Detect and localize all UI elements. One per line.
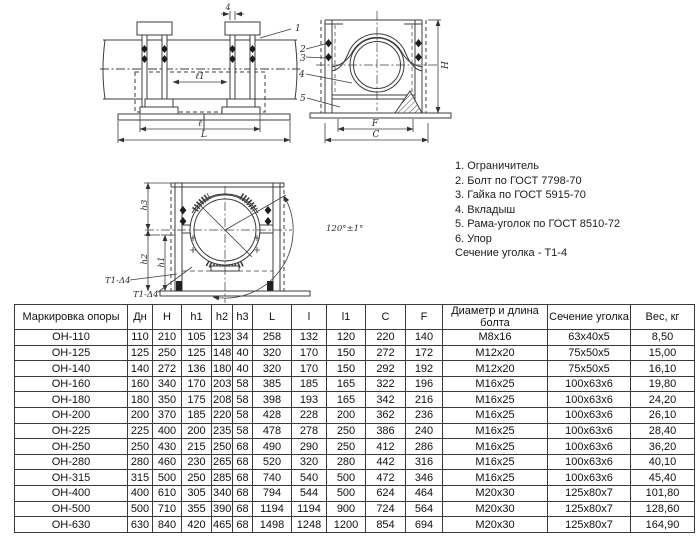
table-cell: ОН-125 <box>15 345 128 361</box>
table-cell: 68 <box>233 501 253 517</box>
table-cell: 100х63х6 <box>548 423 631 439</box>
table-cell: 280 <box>327 454 366 470</box>
table-cell: 460 <box>153 454 182 470</box>
table-cell: 740 <box>253 470 292 486</box>
table-cell: 624 <box>366 486 406 502</box>
table-cell: ОН-250 <box>15 439 128 455</box>
table-row <box>15 501 695 517</box>
table-cell: 193 <box>292 392 327 408</box>
table-cell: 315 <box>128 470 153 486</box>
table-cell: 258 <box>253 330 292 346</box>
table-cell: 36,20 <box>631 439 695 455</box>
table-cell: 316 <box>406 454 443 470</box>
table-cell: 412 <box>366 439 406 455</box>
table-cell: ОН-630 <box>15 517 128 533</box>
table-cell: 150 <box>327 345 366 361</box>
table-cell: 340 <box>153 376 182 392</box>
table-header-cell: Диаметр и длина болта <box>443 305 548 330</box>
callout-2-leader <box>306 44 325 49</box>
table-cell: 500 <box>327 486 366 502</box>
stop-wedge <box>395 91 422 113</box>
table-cell: 854 <box>366 517 406 533</box>
table-cell: М8х16 <box>443 330 548 346</box>
table-cell: 63х40х5 <box>548 330 631 346</box>
table-cell: М16х25 <box>443 376 548 392</box>
table-cell: 1194 <box>253 501 292 517</box>
table-row <box>15 486 695 502</box>
table-cell: 26,10 <box>631 408 695 424</box>
table-cell: М20х30 <box>443 501 548 517</box>
table-header-row <box>15 305 695 330</box>
table-cell: 125х80х7 <box>548 486 631 502</box>
table-cell: М16х25 <box>443 454 548 470</box>
table-row <box>15 330 695 346</box>
table-cell: 794 <box>253 486 292 502</box>
table-cell: 286 <box>406 439 443 455</box>
dim-L-label: L <box>201 130 207 140</box>
table-cell: 250 <box>213 440 232 453</box>
table-cell: ОН-180 <box>15 392 128 408</box>
bolt-heads <box>141 45 255 63</box>
table-cell: М16х25 <box>443 470 548 486</box>
table-cell: 216 <box>406 392 443 408</box>
table-cell: 125х80х7 <box>548 517 631 533</box>
table-cell: 250 <box>182 470 212 486</box>
table-row <box>15 361 695 377</box>
table-cell: 68 <box>233 454 253 470</box>
table-cell: 132 <box>292 330 327 346</box>
dim-gap-label: 4 <box>225 3 231 12</box>
table-cell: 100х63х6 <box>548 408 631 424</box>
table-row <box>15 423 695 439</box>
table-cell: 240 <box>406 423 443 439</box>
table-cell: 75х50х5 <box>548 361 631 377</box>
table-cell: 58 <box>233 376 253 392</box>
table-cell: 630 <box>128 517 153 533</box>
table-cell: М12х20 <box>443 345 548 361</box>
table-cell: 58 <box>233 423 253 439</box>
dim-l1-label: ℓ1 <box>195 72 205 82</box>
table-cell: 170 <box>292 345 327 361</box>
table-cell: 442 <box>366 454 406 470</box>
table-cell: 210 <box>153 330 182 346</box>
legend-item: 1. Ограничитель <box>455 160 539 172</box>
table-cell: 280 <box>128 454 153 470</box>
table-header-cell: h2 <box>212 305 233 330</box>
table-header-cell: l <box>292 305 327 330</box>
legend-item: 6. Упор <box>455 232 492 245</box>
table-cell: 58 <box>233 392 253 408</box>
callout-3-leader <box>306 57 325 58</box>
table-cell: М20х30 <box>443 486 548 502</box>
legend-item: 2. Болт по ГОСТ 7798-70 <box>455 174 582 187</box>
dim-F-label: F <box>371 119 379 129</box>
dim-C-label: C <box>372 130 380 140</box>
table-row <box>15 392 695 408</box>
table-cell: 196 <box>406 376 443 392</box>
table-row <box>15 517 695 533</box>
dim-h3-label: h3 <box>140 199 150 211</box>
table-cell: 192 <box>406 361 443 377</box>
table-cell: 362 <box>366 408 406 424</box>
table-cell: 320 <box>292 454 327 470</box>
table-cell: 350 <box>153 392 182 408</box>
table-cell: 164,90 <box>631 517 695 533</box>
table-cell: 15,00 <box>631 345 695 361</box>
table-row <box>15 470 695 486</box>
table-cell: 148 <box>213 346 232 359</box>
table-cell: 250 <box>128 439 153 455</box>
table-cell: 185 <box>182 408 212 424</box>
table-cell: 170 <box>292 361 327 377</box>
table-cell: 101,80 <box>631 486 695 502</box>
table-cell: 136 <box>182 361 212 377</box>
table-cell: 68 <box>233 517 253 533</box>
weld-label-1: Т1-Δ4 <box>105 276 131 286</box>
table-cell: 400 <box>128 486 153 502</box>
table-cell: 250 <box>327 439 366 455</box>
dim-h1-label: h1 <box>157 256 167 268</box>
table-cell: 428 <box>253 408 292 424</box>
table-cell: М16х25 <box>443 408 548 424</box>
angle-label: 120°±1° <box>326 224 364 234</box>
table-row <box>15 454 695 470</box>
table-cell: 140 <box>406 330 443 346</box>
table-header-cell: Маркировка опоры <box>15 305 128 330</box>
table-header-cell: Вес, кг <box>631 305 695 330</box>
limiter-cap-right <box>225 22 260 35</box>
table-cell: 385 <box>253 376 292 392</box>
table-cell: 220 <box>213 409 232 422</box>
weld-label-2: Т1-Δ4 <box>133 290 159 300</box>
table-cell: 208 <box>213 393 232 406</box>
table-cell: 34 <box>233 330 253 346</box>
table-cell: 68 <box>233 486 253 502</box>
table-cell: 40 <box>233 361 253 377</box>
table-cell: 694 <box>406 517 443 533</box>
table-cell: ОН-400 <box>15 486 128 502</box>
table-cell: 610 <box>153 486 182 502</box>
table-cell: 170 <box>182 376 212 392</box>
table-cell: 430 <box>153 439 182 455</box>
table-cell: 200 <box>327 408 366 424</box>
table-cell: 180 <box>128 392 153 408</box>
weld-leader-1 <box>130 274 177 280</box>
table-cell: 500 <box>153 470 182 486</box>
table-cell: 120 <box>327 330 366 346</box>
table-cell: 128,60 <box>631 501 695 517</box>
baseplate <box>310 113 451 118</box>
callout-3: 3 <box>300 54 306 64</box>
table-cell: 1194 <box>292 501 327 517</box>
limiter-cap-left <box>137 22 172 35</box>
table-cell: 100х63х6 <box>548 470 631 486</box>
table-cell: 278 <box>292 423 327 439</box>
table-cell: 68 <box>233 470 253 486</box>
table-cell: 19,80 <box>631 376 695 392</box>
table-cell: 1200 <box>327 517 366 533</box>
table-cell: 355 <box>182 501 212 517</box>
table-cell: 45,40 <box>631 470 695 486</box>
table-header-cell: L <box>253 305 292 330</box>
table-cell: 235 <box>213 424 232 437</box>
table-header-cell: F <box>406 305 443 330</box>
table-cell: 58 <box>233 408 253 424</box>
table-cell: 265 <box>213 456 232 469</box>
table-cell: 272 <box>153 361 182 377</box>
parts-legend <box>455 159 685 261</box>
callout-1-leader <box>260 29 291 38</box>
parts-legend-items <box>455 159 685 246</box>
table-cell: 200 <box>128 408 153 424</box>
dim-H-label: H <box>441 61 451 69</box>
table-cell: 140 <box>128 361 153 377</box>
table-cell: 8,50 <box>631 330 695 346</box>
table-cell: 464 <box>406 486 443 502</box>
table-cell: М16х25 <box>443 392 548 408</box>
dim-h2-label: h2 <box>140 253 150 265</box>
table-cell: 165 <box>327 392 366 408</box>
table-cell: М20х30 <box>443 517 548 533</box>
table-cell: 28,40 <box>631 423 695 439</box>
table-cell: 200 <box>182 423 212 439</box>
table-cell: 75х50х5 <box>548 345 631 361</box>
table-cell: 564 <box>406 501 443 517</box>
table-cell: 100х63х6 <box>548 439 631 455</box>
table-cell: 710 <box>153 501 182 517</box>
callout-4: 4 <box>299 70 305 80</box>
table-cell: 900 <box>327 501 366 517</box>
table-cell: 68 <box>233 439 253 455</box>
table-cell: 175 <box>182 392 212 408</box>
table-header-cell: C <box>366 305 406 330</box>
callout-2: 2 <box>300 45 306 55</box>
table-row <box>15 439 695 455</box>
table-cell: М12х20 <box>443 361 548 377</box>
table-cell: 272 <box>366 345 406 361</box>
table-cell: 100х63х6 <box>548 376 631 392</box>
table-cell: 478 <box>253 423 292 439</box>
table-cell: ОН-200 <box>15 408 128 424</box>
table-cell: 400 <box>153 423 182 439</box>
table-cell: 1248 <box>292 517 327 533</box>
table-cell: ОН-140 <box>15 361 128 377</box>
table-cell: 125х80х7 <box>548 501 631 517</box>
table-cell: 172 <box>406 345 443 361</box>
table-row <box>15 345 695 361</box>
side-view-drawing <box>298 3 463 153</box>
table-cell: 724 <box>366 501 406 517</box>
table-cell: 500 <box>327 470 366 486</box>
table-cell: 100х63х6 <box>548 454 631 470</box>
table-cell: 1498 <box>253 517 292 533</box>
table-cell: 322 <box>366 376 406 392</box>
table-cell: 110 <box>128 330 153 346</box>
table-cell: ОН-500 <box>15 501 128 517</box>
table-cell: ОН-225 <box>15 423 128 439</box>
table-row <box>15 408 695 424</box>
dimensions-table <box>14 304 695 533</box>
table-cell: 398 <box>253 392 292 408</box>
front-view-drawing <box>100 2 300 152</box>
table-cell: 305 <box>182 486 212 502</box>
section-view-drawing <box>100 153 400 306</box>
table-cell: 250 <box>153 345 182 361</box>
table-cell: 40 <box>233 345 253 361</box>
table-header-cell: l1 <box>327 305 366 330</box>
table-cell: ОН-110 <box>15 330 128 346</box>
callout-5: 5 <box>300 94 306 104</box>
table-cell: 16,10 <box>631 361 695 377</box>
table-row <box>15 376 695 392</box>
table-cell: 390 <box>213 503 232 515</box>
table-cell: 236 <box>406 408 443 424</box>
table-cell: 220 <box>366 330 406 346</box>
table-cell: ОН-280 <box>15 454 128 470</box>
table-cell: 160 <box>128 376 153 392</box>
dim-l-label: ℓ <box>198 119 202 129</box>
table-cell: 472 <box>366 470 406 486</box>
callout-1: 1 <box>295 24 301 34</box>
table-cell: М16х25 <box>443 423 548 439</box>
table-cell: 840 <box>153 517 182 533</box>
table-cell: М16х25 <box>443 439 548 455</box>
table-cell: 292 <box>366 361 406 377</box>
clamp-shoe-left <box>195 196 209 210</box>
table-cell: 490 <box>253 439 292 455</box>
table-cell: 346 <box>406 470 443 486</box>
table-cell: 290 <box>292 439 327 455</box>
table-body <box>15 330 695 533</box>
table-cell: 100х63х6 <box>548 392 631 408</box>
table-cell: 215 <box>182 439 212 455</box>
table-cell: 40,10 <box>631 454 695 470</box>
table-cell: 123 <box>213 331 232 344</box>
table-cell: 230 <box>182 454 212 470</box>
baseplate <box>160 291 310 296</box>
table-header-cell: H <box>153 305 182 330</box>
table-header-cell: Дн <box>128 305 153 330</box>
table-cell: ОН-160 <box>15 376 128 392</box>
table-cell: 185 <box>292 376 327 392</box>
table-cell: ОН-315 <box>15 470 128 486</box>
table-cell: 228 <box>292 408 327 424</box>
table-header-cell: h3 <box>233 305 253 330</box>
table-header-cell: Сечение уголка <box>548 305 631 330</box>
legend-item: 3. Гайка по ГОСТ 5915-70 <box>455 189 586 201</box>
table-cell: 320 <box>253 361 292 377</box>
table-cell: 24,20 <box>631 392 695 408</box>
table-cell: 500 <box>128 501 153 517</box>
table-header-cell: h1 <box>182 305 212 330</box>
table-cell: 180 <box>213 362 232 375</box>
table-cell: 386 <box>366 423 406 439</box>
table-cell: 465 <box>213 518 232 531</box>
table-cell: 340 <box>213 487 232 500</box>
legend-item: 4. Вкладыш <box>455 203 516 216</box>
table-cell: 540 <box>292 470 327 486</box>
table-cell: 342 <box>366 392 406 408</box>
table-cell: 420 <box>182 517 212 533</box>
table-cell: 520 <box>253 454 292 470</box>
table-cell: 105 <box>182 330 212 346</box>
table-cell: 150 <box>327 361 366 377</box>
legend-note: Сечение уголка - Т1-4 <box>455 247 568 259</box>
table-cell: 370 <box>153 408 182 424</box>
table-cell: 250 <box>327 423 366 439</box>
table-cell: 285 <box>213 471 232 484</box>
table-cell: 544 <box>292 486 327 502</box>
table-cell: 203 <box>213 378 232 391</box>
table-cell: 125 <box>182 345 212 361</box>
table-cell: 320 <box>253 345 292 361</box>
legend-item: 5. Рама-уголок по ГОСТ 8510-72 <box>455 218 621 230</box>
callout-4-leader <box>306 74 352 83</box>
table-cell: 125 <box>128 345 153 361</box>
table-cell: 225 <box>128 423 153 439</box>
table-cell: 165 <box>327 376 366 392</box>
